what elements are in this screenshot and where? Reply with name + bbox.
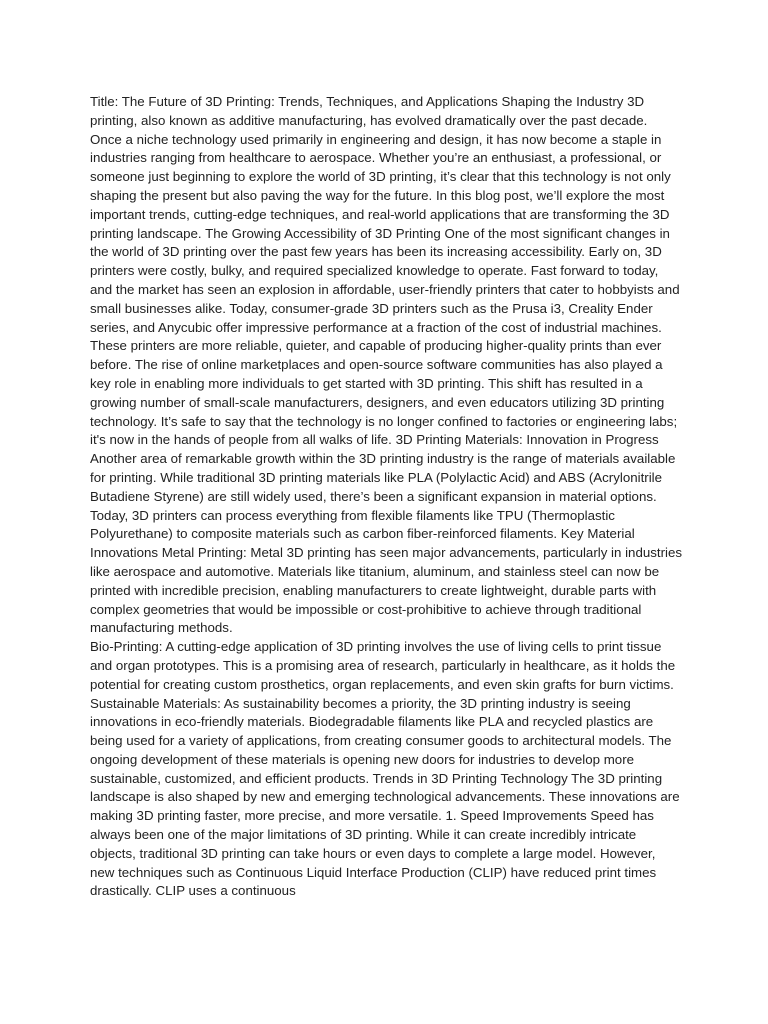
body-paragraph-2: Bio-Printing: A cutting-edge application of 3D printing involves the use of living cells to print tissue and organ prototypes. This is a promising area of research, particularly in healthcare, as it holds the potential for creating custom prosthetics, organ replacements, and even skin grafts for burn victims. Sustainable Materials: As sustainability becomes a priority, the 3D printing industry is seeing innovations in eco-friendly materials. Biodegradable filaments like PLA and recycled plastics are being used for a variety of applications, from creating consumer goods to architectural models. The ongoing development of these materials is opening new doors for industries to develop more sustainable, customized, and efficient products. Trends in 3D Printing Technology The 3D printing landscape is also shaped by new and emerging technological advancements. These innovations are making 3D printing faster, more precise, and more versatile. 1. Speed Improvements Speed has always been one of the major limitations of 3D printing. While it can create incredibly intricate objects, traditional 3D printing can take hours or even days to complete a large model. However, new techniques such as Continuous Liquid Interface Production (CLIP) have reduced print times drastically. CLIP uses a continuous	[90, 639, 680, 899]
body-paragraph-1: Title: The Future of 3D Printing: Trends, Techniques, and Applications Shaping the Industry 3D printing, also known as additive manufacturing, has evolved dramatically over the past decade. Once a niche technology used primarily in engineering and design, it has now become a staple in industries ranging from healthcare to aerospace. Whether you’re an enthusiast, a professional, or someone just beginning to explore the world of 3D printing, it’s clear that this technology is not only shaping the present but also paving the way for the future. In this blog post, we’ll explore the most important trends, cutting-edge techniques, and real-world applications that are transforming the 3D printing landscape. The Growing Accessibility of 3D Printing One of the most significant changes in the world of 3D printing over the past few years has been its increasing accessibility. Early on, 3D printers were costly, bulky, and required specialized knowledge to operate. Fast forward to today, and the market has seen an explosion in affordable, user-friendly printers that cater to hobbyists and small businesses alike. Today, consumer-grade 3D printers such as the Prusa i3, Creality Ender series, and Anycubic offer impressive performance at a fraction of the cost of industrial machines. These printers are more reliable, quieter, and capable of producing higher-quality prints than ever before. The rise of online marketplaces and open-source software communities has also played a key role in enabling more individuals to get started with 3D printing. This shift has resulted in a growing number of small-scale manufacturers, designers, and even educators utilizing 3D printing technology. It’s safe to say that the technology is no longer confined to factories or engineering labs; it's now in the hands of people from all walks of life. 3D Printing Materials: Innovation in Progress Another area of remarkable growth within the 3D printing industry is the range of materials available for printing. While traditional 3D printing materials like PLA (Polylactic Acid) and ABS (Acrylonitrile Butadiene Styrene) are still widely used, there’s been a significant expansion in material options. Today, 3D printers can process everything from flexible filaments like TPU (Thermoplastic Polyurethane) to composite materials such as carbon fiber-reinforced filaments. Key Material Innovations Metal Printing: Metal 3D printing has seen major advancements, particularly in industries like aerospace and automotive. Materials like titanium, aluminum, and stainless steel can now be printed with incredible precision, enabling manufacturers to create lightweight, durable parts with complex geometries that would be impossible or cost-prohibitive to achieve through traditional manufacturing methods.	[90, 94, 683, 636]
document-page	[90, 93, 682, 901]
